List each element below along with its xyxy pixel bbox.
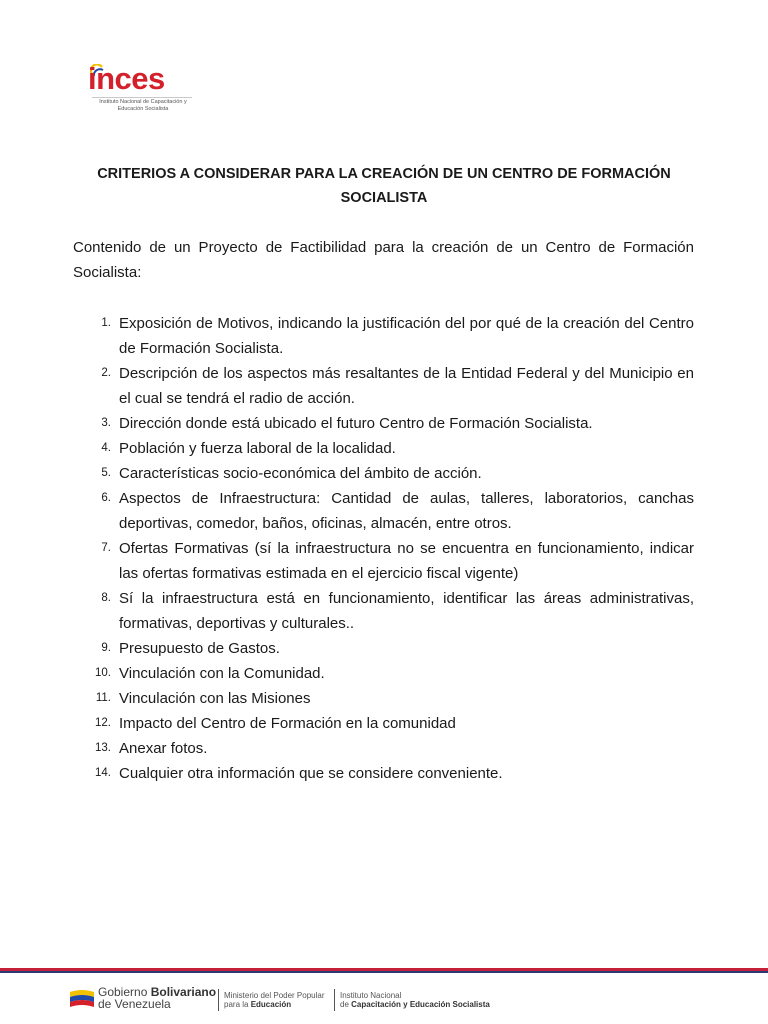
- list-item-number: 14.: [95, 767, 111, 779]
- list-item-number: 10.: [95, 667, 111, 679]
- list-item: [73, 361, 694, 411]
- list-item-number: 6.: [101, 492, 111, 504]
- inces-logo: [88, 60, 198, 118]
- list-item-text: Descripción de los aspectos más resaltantes de la Entidad Federal y del Municipio en el cual se tendrá el radio de acción.: [119, 365, 694, 407]
- list-item: [73, 586, 694, 636]
- list-item-text: Presupuesto de Gastos.: [119, 640, 280, 657]
- footer-separator: [218, 989, 219, 1011]
- ministry-line2: para la Educación: [224, 1000, 292, 1009]
- list-item: [73, 436, 694, 461]
- list-item-number: 9.: [101, 642, 111, 654]
- list-item-number: 8.: [101, 592, 111, 604]
- logo-subtitle-line2: Educación Socialista: [117, 106, 169, 112]
- list-item-text: Sí la infraestructura está en funcionamiento, identificar las áreas administrativas, formativas, deportivas y culturales..: [119, 590, 694, 632]
- list-item: [73, 411, 694, 436]
- list-item-number: 2.: [101, 367, 111, 379]
- list-item: [73, 311, 694, 361]
- list-item-number: 7.: [101, 542, 111, 554]
- list-item-number: 3.: [101, 417, 111, 429]
- footer: [70, 986, 710, 1012]
- logo-wordmark: inces: [88, 61, 165, 96]
- list-item: [73, 661, 694, 686]
- list-item-text: Vinculación con la Comunidad.: [119, 665, 325, 682]
- list-item-text: Aspectos de Infraestructura: Cantidad de aulas, talleres, laboratorios, canchas deportivas, comedor, baños, oficinas, almacén, entre otros.: [119, 490, 694, 532]
- list-item-text: Exposición de Motivos, indicando la justificación del por qué de la creación del Centro de Formación Socialista.: [119, 315, 694, 357]
- gov-line2: de Venezuela: [98, 997, 171, 1011]
- logo-divider: [92, 97, 192, 98]
- list-item: [73, 711, 694, 736]
- ministry-line1: Ministerio del Poder Popular: [224, 991, 325, 1000]
- list-item-number: 4.: [101, 442, 111, 454]
- venezuela-flag-icon: [70, 988, 94, 1008]
- intro-paragraph: Contenido de un Proyecto de Factibilidad para la creación de un Centro de Formación Socialista:: [73, 239, 694, 281]
- list-item-number: 12.: [95, 717, 111, 729]
- list-item-text: Población y fuerza laboral de la localidad.: [119, 440, 396, 457]
- list-item-text: Características socio-económica del ámbito de acción.: [119, 465, 482, 482]
- list-item-text: Dirección donde está ubicado el futuro Centro de Formación Socialista.: [119, 415, 593, 432]
- list-item-text: Cualquier otra información que se considere conveniente.: [119, 765, 503, 782]
- gov-line1: Gobierno Bolivariano: [98, 985, 217, 999]
- list-item: [73, 461, 694, 486]
- list-item: [73, 761, 694, 786]
- document-title: CRITERIOS A CONSIDERAR PARA LA CREACIÓN DE UN CENTRO DE FORMACIÓN SOCIALISTA: [97, 166, 671, 206]
- list-item-text: Anexar fotos.: [119, 740, 208, 757]
- list-item-number: 13.: [95, 742, 111, 754]
- list-item: [73, 636, 694, 661]
- list-item-number: 11.: [95, 692, 111, 704]
- institute-line1: Instituto Nacional: [340, 991, 402, 1000]
- logo-subtitle: [93, 99, 193, 113]
- list-item: [73, 736, 694, 761]
- list-item-text: Impacto del Centro de Formación en la comunidad: [119, 715, 456, 732]
- list-item: [73, 536, 694, 586]
- list-item-number: 5.: [101, 467, 111, 479]
- list-item: [73, 686, 694, 711]
- list-item-text: Ofertas Formativas (sí la infraestructura no se encuentra en funcionamiento, indicar las ofertas formativas estimada en el ejercicio fiscal vigente): [119, 540, 694, 582]
- list-item-number: 1.: [101, 317, 111, 329]
- list-item: [73, 486, 694, 536]
- logo-subtitle-line1: Instituto Nacional de Capacitación y: [99, 99, 187, 105]
- footer-separator: [334, 989, 335, 1011]
- institute-line2: de Capacitación y Educación Socialista: [340, 1000, 490, 1009]
- list-item-text: Vinculación con las Misiones: [119, 690, 311, 707]
- criteria-list: [73, 311, 694, 786]
- footer-blue-bar: [0, 971, 768, 973]
